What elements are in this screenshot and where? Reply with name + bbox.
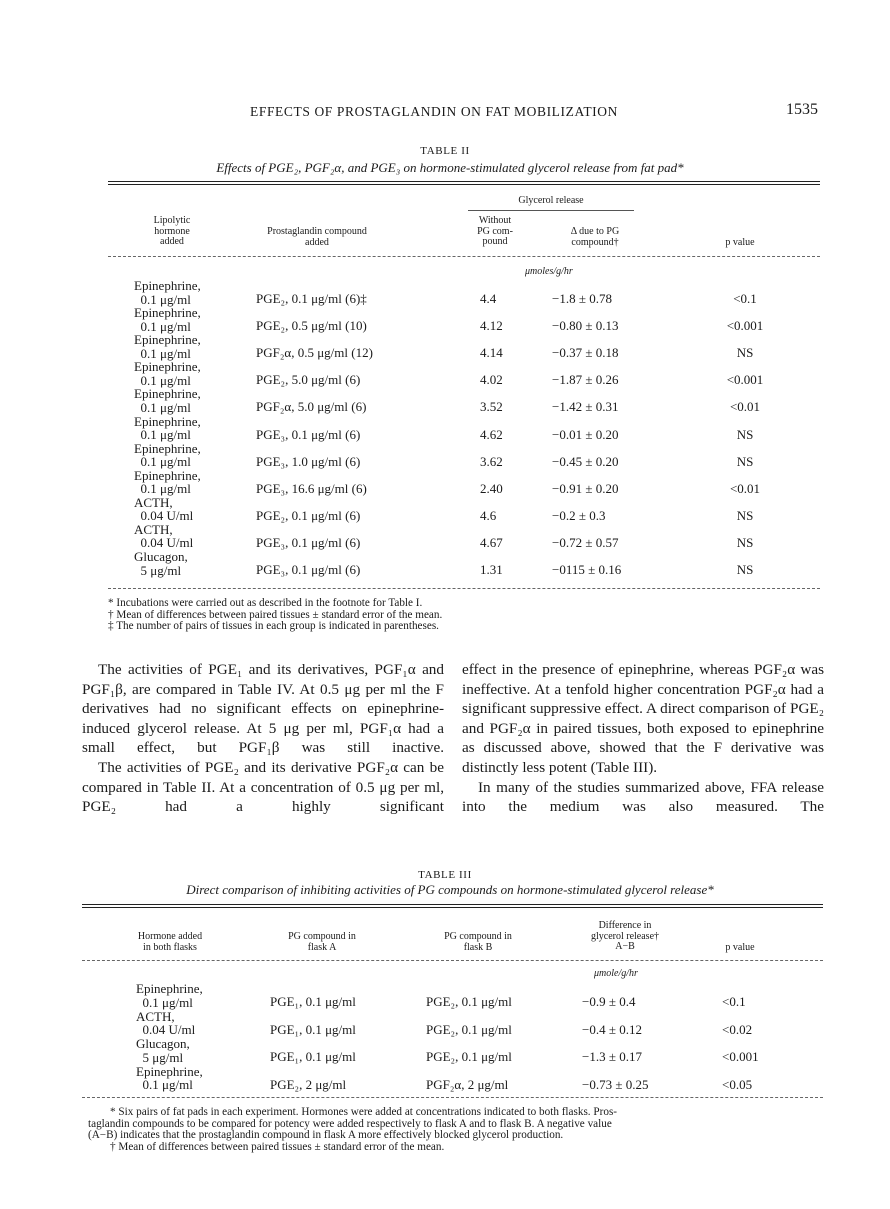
table2-spanner-rule (468, 210, 634, 211)
table2-bottom-rule (108, 588, 820, 589)
compound-cell: PGF₂α, 5.0 μg/ml (6) (256, 399, 367, 415)
hormone-dose: 5 μg/ml (134, 562, 182, 578)
table2-head-p: p value (725, 237, 755, 248)
table3-footnote: * Six pairs of fat pads in each experiment. Hormones were added at concentrations indicated to both flasks. Pros- (110, 1106, 618, 1118)
hormone-name: ACTH, (134, 494, 173, 510)
hormone-dose: 0.1 μg/ml (134, 318, 191, 334)
compound-cell: PGE₃, 0.1 μg/ml (6) (256, 426, 361, 442)
p-value-cell: <0.01 (729, 480, 761, 496)
table3-footnotes (88, 1107, 828, 1153)
flask-a-cell: PGE₁, 0.1 μg/ml (270, 1021, 356, 1037)
body-column-left (82, 660, 444, 817)
delta-cell: −1.87 ± 0.26 (552, 372, 619, 388)
p-value-cell: <0.02 (722, 1021, 753, 1037)
table2-footnote: * Incubations were carried out as described in the footnote for Table I. (108, 597, 423, 609)
flask-b-cell: PGE₂, 0.1 μg/ml (426, 994, 512, 1009)
delta-cell: −0115 ± 0.16 (552, 562, 622, 577)
hormone-name: Epinephrine, (134, 305, 201, 321)
table2-footnotes (108, 598, 820, 633)
hormone-name: Epinephrine, (134, 386, 201, 402)
hormone-dose: 0.1 μg/ml (134, 399, 191, 415)
hormone-dose: 0.04 U/ml (136, 1022, 196, 1037)
delta-cell: −0.72 ± 0.57 (552, 534, 619, 550)
table3-head-a: PG compound in flask A (288, 931, 356, 953)
hormone-dose: 0.04 U/ml (134, 508, 194, 524)
table2-label: TABLE II (420, 145, 470, 157)
table2-caption: Effects of PGE₂, PGF₂α, and PGE₃ on hormone-stimulated glycerol release from fat pad* (216, 160, 684, 175)
body-paragraph: The activities of PGE₁ and its derivatives, PGF₁α and PGF₁β, are compared in Table IV. At 0.5 μg per ml the F derivatives had no significant effects on epinephrine-induced glycerol release. At 5 μg per ml, PGF₁α had a small effect, but PGF₁β was still inactive. (82, 661, 444, 757)
table2-unit: μmoles/g/hr (525, 266, 573, 277)
p-value-cell: NS (736, 453, 754, 469)
body-paragraph: effect in the presence of epinephrine, whereas PGF₂α was ineffective. At a tenfold higher concentration PGF₂α had a significant suppressive effect. A direct comparison of PGE₂ and PGF₂α in paired tissues, both exposed to epinephrine as discussed above, showed that the F derivative was distinctly less potent (Table III). (462, 661, 824, 776)
compound-cell: PGF₂α, 0.5 μg/ml (12) (256, 345, 373, 361)
hormone-dose: 0.1 μg/ml (134, 291, 191, 307)
hormone-name: Epinephrine, (136, 981, 203, 996)
table3-label: TABLE III (418, 869, 472, 881)
without-cell: 3.62 (480, 453, 503, 469)
without-cell: 4.14 (480, 345, 503, 361)
hormone-dose: 0.1 μg/ml (134, 454, 191, 470)
without-cell: 1.31 (480, 562, 503, 577)
compound-cell: PGE₂, 0.1 μg/ml (6) (256, 507, 361, 523)
table3-head-diff: Difference in glycerol release† A−B (590, 920, 660, 952)
hormone-dose: 0.04 U/ml (134, 535, 194, 551)
running-head (0, 101, 890, 126)
difference-cell: −0.9 ± 0.4 (582, 994, 636, 1009)
table2-head-delta: Δ due to PG compound† (570, 226, 620, 248)
flask-a-cell: PGE₁, 0.1 μg/ml (270, 1049, 356, 1064)
hormone-dose: 0.1 μg/ml (136, 994, 193, 1010)
table3-head-hormone: Hormone added in both flasks (137, 931, 203, 953)
table2-footnote: ‡ The number of pairs of tissues in each group is indicated in parentheses. (108, 620, 439, 632)
compound-cell: PGE₃, 0.1 μg/ml (6) (256, 534, 361, 550)
table2-head-compound: Prostaglandin compound added (267, 226, 367, 248)
p-value-cell: <0.1 (733, 291, 757, 306)
flask-b-cell: PGE₂, 0.1 μg/ml (426, 1021, 512, 1037)
table3-footnote: taglandin compounds to be compared for potency were added respectively to flask A and to flask B. A negative value (88, 1117, 612, 1130)
page-number: 1535 (786, 101, 818, 118)
hormone-name: Epinephrine, (134, 359, 201, 375)
compound-cell: PGE₂, 5.0 μg/ml (6) (256, 372, 361, 388)
flask-a-cell: PGE₁, 0.1 μg/ml (270, 994, 356, 1009)
delta-cell: −1.8 ± 0.78 (552, 291, 612, 306)
p-value-cell: <0.001 (726, 318, 764, 334)
hormone-name: Epinephrine, (134, 413, 201, 429)
table2-top-rule-2 (108, 184, 820, 185)
table3-head-p: p value (725, 942, 755, 953)
flask-a-cell: PGE₂, 2 μg/ml (270, 1076, 347, 1092)
delta-cell: −0.45 ± 0.20 (552, 453, 619, 469)
body-paragraph: In many of the studies summarized above, FFA release into the medium was also measured. The (462, 778, 824, 816)
p-value-cell: NS (736, 562, 754, 577)
table3-footnote: (A−B) indicates that the prostaglandin compound in flask A more effectively blocked glycerol production. (88, 1129, 564, 1141)
hormone-dose: 0.1 μg/ml (134, 345, 191, 361)
compound-cell: PGE₂, 0.5 μg/ml (10) (256, 318, 367, 334)
p-value-cell: <0.1 (722, 994, 746, 1009)
p-value-cell: <0.001 (722, 1049, 759, 1064)
p-value-cell: NS (736, 426, 754, 442)
delta-cell: −0.91 ± 0.20 (552, 480, 619, 496)
hormone-dose: 0.1 μg/ml (134, 427, 191, 442)
delta-cell: −0.2 ± 0.3 (552, 507, 606, 523)
p-value-cell: NS (736, 534, 754, 550)
table3-head-b: PG compound in flask B (444, 931, 512, 953)
table3-top-rule (82, 904, 823, 905)
table3-bottom-rule (82, 1097, 823, 1098)
hormone-name: Glucagon, (136, 1036, 190, 1051)
body-column-right (462, 660, 824, 817)
table2-footnote: † Mean of differences between paired tissues ± standard error of the mean. (108, 608, 443, 621)
without-cell: 4.62 (480, 426, 503, 442)
difference-cell: −1.3 ± 0.17 (582, 1049, 642, 1064)
table3-top-rule-2 (82, 907, 823, 908)
hormone-name: ACTH, (134, 521, 173, 537)
delta-cell: −0.37 ± 0.18 (552, 345, 619, 361)
table2-head-without: Without PG com- pound (477, 215, 513, 247)
delta-cell: −0.80 ± 0.13 (552, 318, 619, 334)
p-value-cell: <0.001 (726, 372, 764, 388)
table2-head-hormone: Lipolytic hormone added (153, 215, 191, 247)
hormone-name: ACTH, (136, 1008, 175, 1024)
without-cell: 4.4 (480, 291, 497, 306)
hormone-name: Epinephrine, (134, 278, 201, 293)
hormone-name: Glucagon, (134, 549, 188, 564)
table2-spanner: Glycerol release (518, 195, 584, 206)
p-value-cell: <0.05 (722, 1076, 753, 1092)
body-paragraph: The activities of PGE₂ and its derivative PGF₂α can be compared in Table II. At a concentration of 0.5 μg per ml, PGE₂ had a highly significant (82, 758, 444, 816)
running-title: EFFECTS OF PROSTAGLANDIN ON FAT MOBILIZATION (250, 104, 618, 119)
hormone-dose: 0.1 μg/ml (134, 481, 191, 497)
delta-cell: −1.42 ± 0.31 (552, 399, 619, 415)
p-value-cell: NS (736, 507, 754, 523)
without-cell: 2.40 (480, 480, 503, 496)
flask-b-cell: PGE₂, 0.1 μg/ml (426, 1049, 512, 1064)
difference-cell: −0.4 ± 0.12 (582, 1021, 642, 1037)
hormone-name: Epinephrine, (134, 332, 201, 348)
hormone-dose: 5 μg/ml (136, 1049, 184, 1065)
without-cell: 3.52 (480, 399, 503, 415)
without-cell: 4.6 (480, 507, 497, 523)
without-cell: 4.12 (480, 318, 503, 334)
without-cell: 4.02 (480, 372, 503, 388)
table3-head-rule (82, 960, 823, 961)
table3-unit: μmole/g/hr (594, 968, 638, 979)
without-cell: 4.67 (480, 534, 503, 550)
hormone-name: Epinephrine, (136, 1063, 203, 1079)
difference-cell: −0.73 ± 0.25 (582, 1076, 649, 1092)
compound-cell: PGE₃, 0.1 μg/ml (6) (256, 562, 361, 577)
flask-b-cell: PGF₂α, 2 μg/ml (426, 1076, 509, 1092)
table2-top-rule (108, 181, 820, 182)
delta-cell: −0.01 ± 0.20 (552, 426, 619, 442)
p-value-cell: NS (736, 345, 754, 361)
table3-footnote: † Mean of differences between paired tissues ± standard error of the mean. (110, 1140, 445, 1153)
table3-caption: Direct comparison of inhibiting activities of PG compounds on hormone-stimulated glycerol release* (186, 882, 714, 897)
hormone-dose: 0.1 μg/ml (136, 1077, 193, 1092)
hormone-name: Epinephrine, (134, 440, 201, 456)
compound-cell: PGE₃, 16.6 μg/ml (6) (256, 480, 367, 496)
compound-cell: PGE₃, 1.0 μg/ml (6) (256, 453, 361, 469)
hormone-dose: 0.1 μg/ml (134, 372, 191, 388)
hormone-name: Epinephrine, (134, 467, 201, 483)
table2-head-rule (108, 256, 820, 257)
compound-cell: PGE₂, 0.1 μg/ml (6)‡ (256, 291, 367, 306)
p-value-cell: <0.01 (729, 399, 761, 415)
